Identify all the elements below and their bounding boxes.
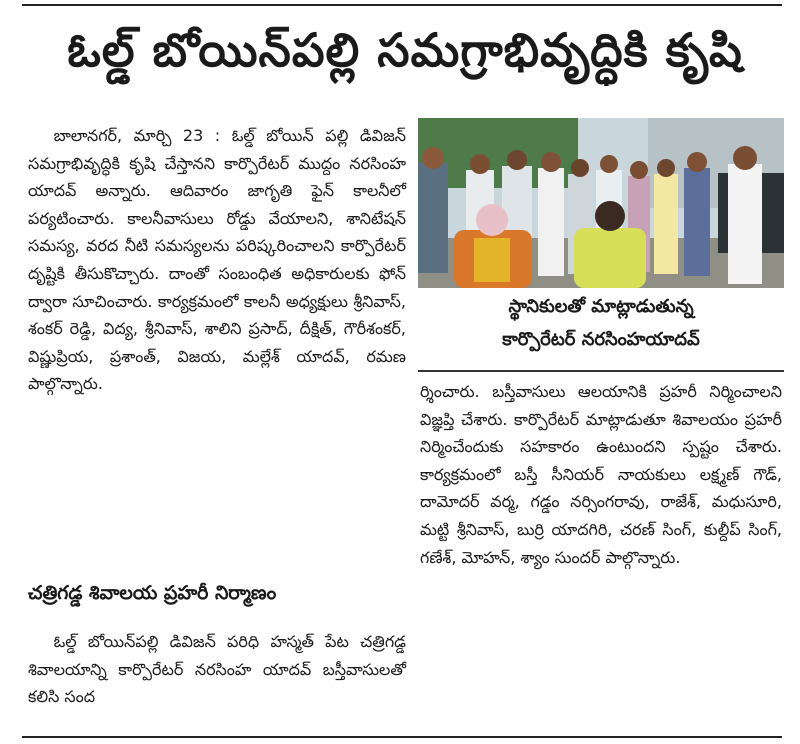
right-column [420,378,782,571]
article-subheading: చత్రిగడ్డ శివాలయ ప్రహరీ నిర్మాణం [28,582,277,604]
left-column-bottom [28,628,406,711]
top-rule [22,4,782,6]
caption-rule [418,370,784,372]
article-paragraph-1: బాలానగర్, మార్చి 23 : ఓల్డ్ బోయిన్ పల్లి డివిజన్ సమగ్రాభివృద్ధికి కృషి చేస్తానని కార్పొరేటర్ ముద్దం నరసింహ యాదవ్ అన్నారు. ఆదివారం జాగృతి ఫైన్ కాలనీలో పర్యటించారు. కాలనీవాసులు రోడ్డు వేయాలని, శానిటేషన్ సమస్య, వరద నీటి సమస్యలను పరిష్కరించాలని కార్పొరేటర్ దృష్టికి తీసుకొచ్చారు. దాంతో సంబంధిత అధికారులకు ఫోన్ ద్వారా సూచించారు. కార్యక్రమంలో కాలనీ అధ్యక్షులు శ్రీనివాస్, శంకర్ రెడ్డి, విద్య, శ్రీనివాస్, శాలిని ప్రసాద్, దీక్షిత్, గౌరీశంకర్, విష్ణుప్రియ, ప్రశాంత్, విజయ, మల్లేశ్ యాదవ్, రమణ పాల్గొన్నారు. [28,126,406,394]
article-paragraph-3: ర్శించారు. బస్తీవాసులు ఆలయానికి ప్రహరీ నిర్మించాలని విజ్ఞప్తి చేశారు. కార్పొరేటర్ మాట్లాడుతూ శివాలయం ప్రహరీ నిర్మించేందుకు సహకారం ఉంటుందని స్పష్టం చేశారు. కార్యక్రమంలో బస్తీ సీనియర్ నాయకులు లక్ష్మణ్ గౌడ్, దామోదర్ వర్మ, గడ్డం నర్సింగరావు, రాజేశ్, మధుసూరి, మట్టి శ్రీనివాస్, బుర్రి యాదగిరి, చరణ్ సింగ్, కుల్దీప్ సింగ్, గణేశ్, మోహన్, శ్యాం సుందర్ పాల్గొన్నారు. [420,382,782,567]
article-headline: ఓల్డ్ బోయిన్‌పల్లి సమగ్రాభివృద్ధికి కృషి [67,23,743,77]
photo-caption-line-2: కార్పొరేటర్ నరసింహయాదవ్ [502,329,700,350]
left-column [28,122,406,398]
photo-caption-line-1: స్థానికులతో మాట్లాడుతున్న [508,296,694,317]
bottom-rule [22,736,782,738]
news-photo-people-icon [418,118,784,288]
article-paragraph-2: ఓల్డ్ బోయిన్‌పల్లి డివిజన్ పరిధి హస్మత్ పేట చత్రిగడ్డ శివాలయాన్ని కార్పొరేటర్ నరసింహ యాదవ్ బస్తీవాసులతో కలిసి సంద [28,632,406,707]
news-photo [418,118,784,288]
photo-caption [418,290,784,360]
